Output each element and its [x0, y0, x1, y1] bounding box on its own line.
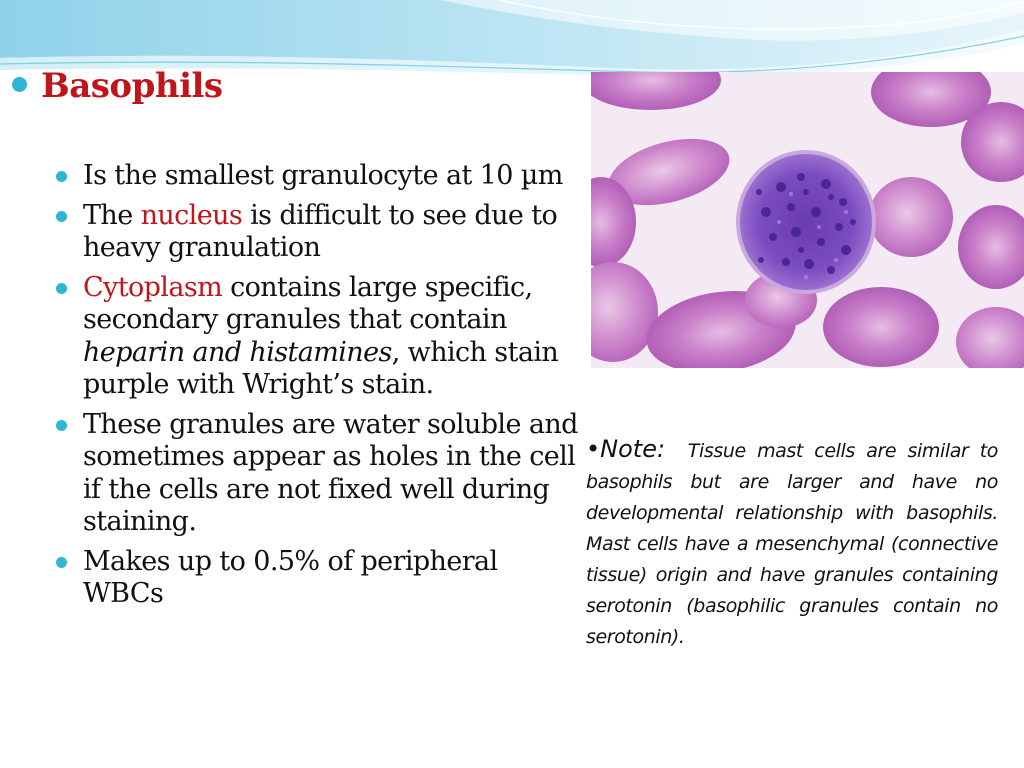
bullet-dot-icon — [56, 171, 67, 182]
bullet-text: Makes up to 0.5% of peripheral WBCs — [83, 545, 498, 609]
bullet-text: is difficult to see due to heavy granulation — [83, 199, 558, 263]
bullet-text: , which stain purple with Wright’s stain. — [83, 336, 559, 400]
bullet-text: Is the smallest granulocyte at 10 µm — [83, 160, 563, 191]
note-bullet: • — [586, 435, 601, 463]
basophil-micrograph-image — [591, 72, 1024, 368]
title-bullet-icon — [12, 77, 27, 92]
bullet-list — [56, 160, 581, 618]
bullet-item — [56, 272, 581, 402]
bullet-dot-icon — [56, 557, 67, 568]
bullet-text: Cytoplasm — [83, 271, 223, 303]
bullet-dot-icon — [56, 283, 67, 294]
bullet-text: The — [83, 199, 141, 231]
bullet-item — [56, 160, 581, 193]
bullet-item — [56, 409, 581, 539]
note-label-text: Note: — [600, 435, 666, 463]
bullet-text: These granules are water soluble and sometimes appear as holes in the cell if the cells are not fixed well during staining. — [83, 408, 578, 537]
bullet-text: heparin and histamines — [83, 336, 392, 368]
bullet-item — [56, 546, 581, 611]
title-row — [12, 64, 223, 108]
note-label — [586, 435, 665, 463]
bullet-text: contains large specific, secondary granules that contain — [83, 271, 533, 335]
bullet-text: nucleus — [140, 199, 243, 231]
slide-title: Basophils — [41, 66, 223, 106]
bullet-item — [56, 200, 581, 265]
note-text: Tissue mast cells are similar to basophils but are larger and have no developmental relationship with basophils. Mast cells have a mesenchymal (connective tissue) origin and have granules containing serotonin (basophilic granules contain no serotonin). — [586, 440, 999, 648]
bullet-dot-icon — [56, 211, 67, 222]
bullet-dot-icon — [56, 420, 67, 431]
note-paragraph — [586, 434, 998, 653]
